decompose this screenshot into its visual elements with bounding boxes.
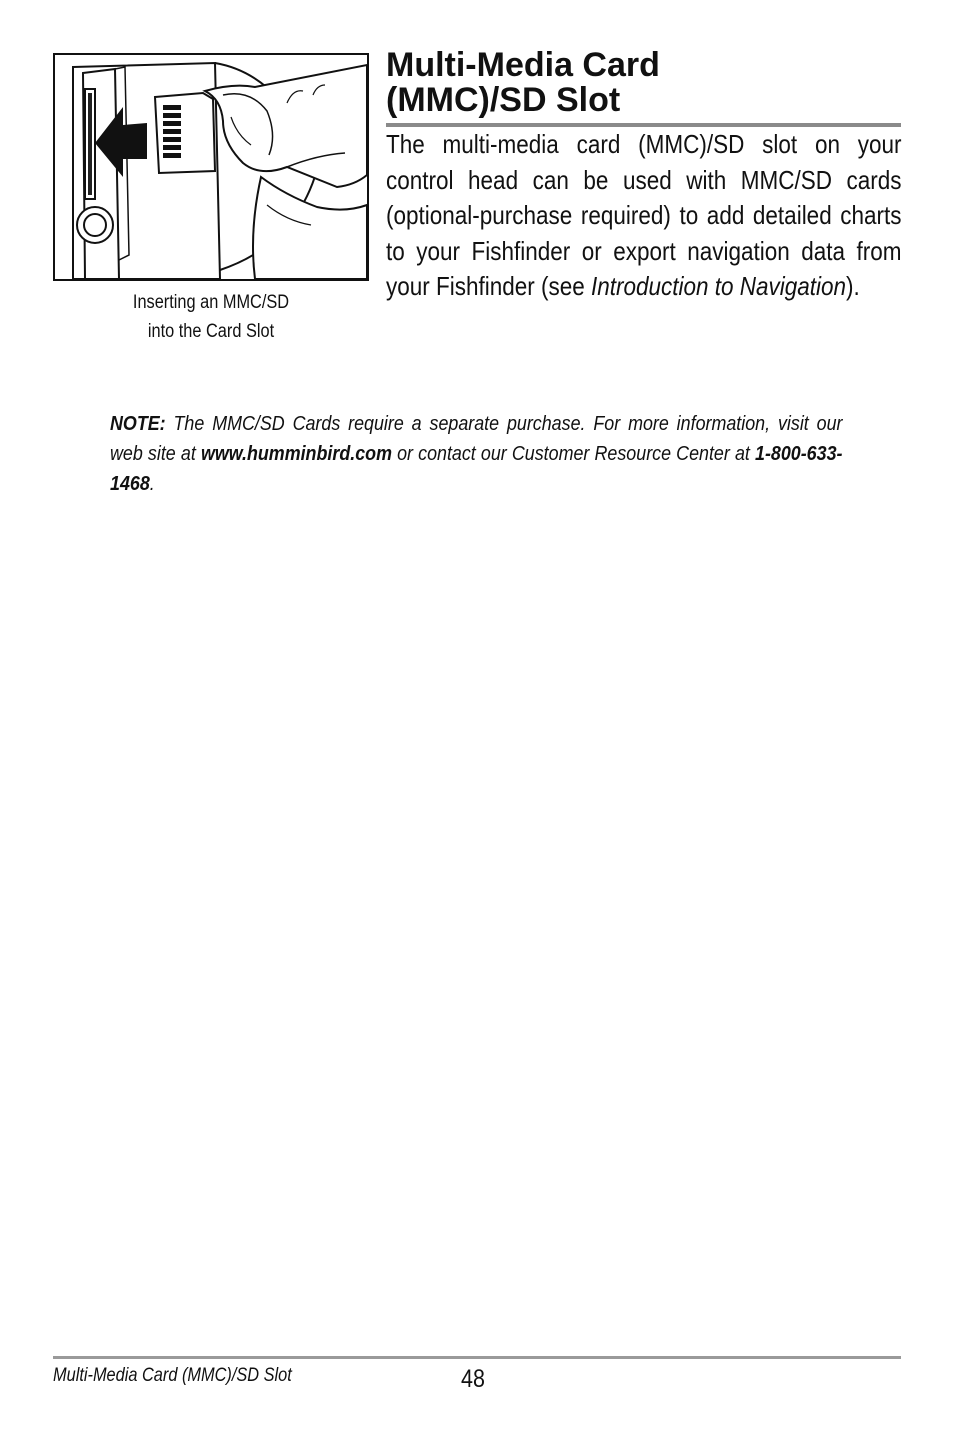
caption-line-2: into the Card Slot — [147, 321, 275, 342]
figure-caption — [81, 288, 341, 346]
section-body — [386, 127, 902, 305]
card-insertion-drawing — [55, 55, 367, 279]
heading-line-1: Multi-Media Card — [386, 46, 660, 84]
footer-section-title: Multi-Media Card (MMC)/SD Slot — [53, 1365, 292, 1386]
note-text-start: The MMC/SD Cards require a separate purchase. For more information, visit our web site at — [110, 412, 843, 465]
note-label: NOTE: — [110, 412, 166, 435]
note-text-end: . — [149, 472, 155, 495]
card-slot-illustration — [53, 53, 369, 281]
section-heading — [386, 48, 906, 118]
website-link[interactable]: www.humminbird.com — [200, 442, 392, 465]
navigation-reference: Introduction to Navigation — [590, 271, 847, 301]
note-paragraph — [110, 409, 842, 499]
note-text-middle: or contact our Customer Resource Center at — [391, 442, 756, 465]
page-number: 48 — [461, 1365, 485, 1393]
body-text-start: The multi-media card (MMC)/SD slot on your control head can be used with MMC/SD cards (optional-purchase required) to add detailed charts to your Fishfinder or export navigation data from your Fishfinder (see — [386, 129, 902, 301]
body-text-end: ). — [846, 271, 860, 301]
caption-line-1: Inserting an MMC/SD — [132, 292, 290, 313]
heading-line-2: (MMC)/SD Slot — [386, 81, 621, 119]
phone-number: 1-800-633-1468 — [110, 442, 843, 495]
footer-rule — [53, 1356, 901, 1359]
